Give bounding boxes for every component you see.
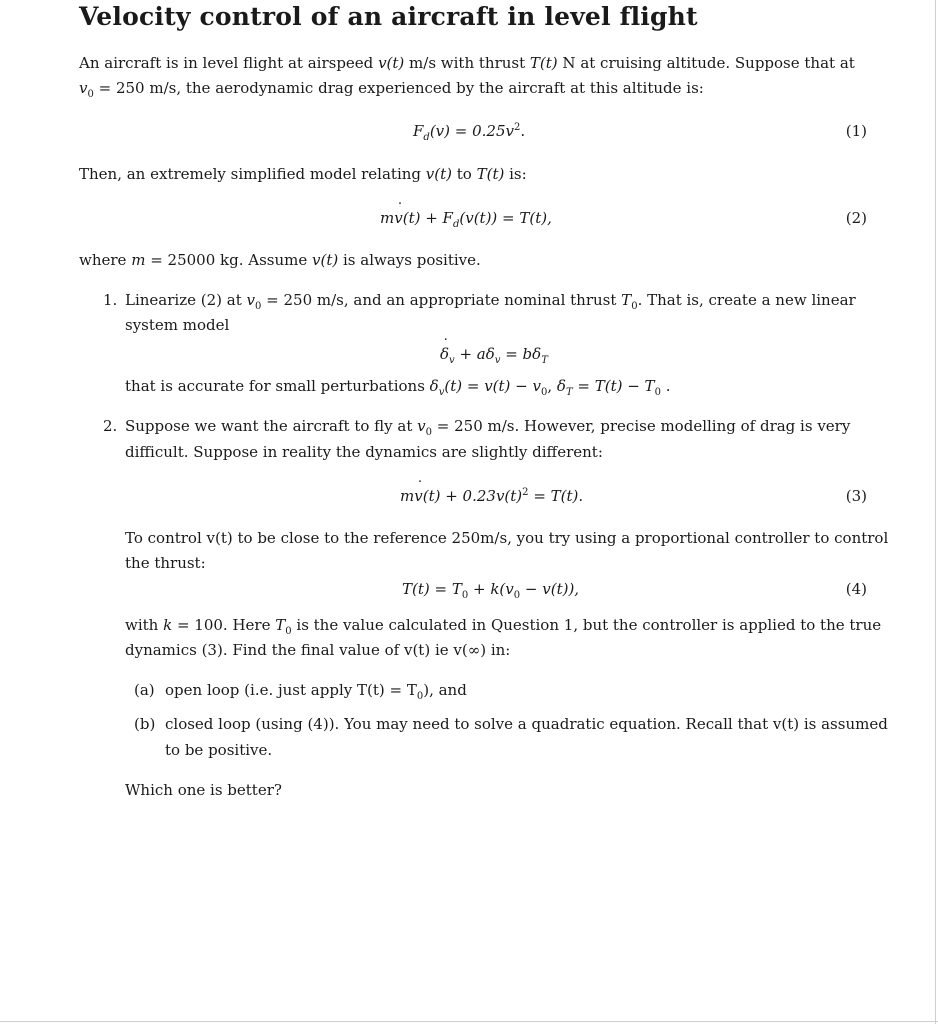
- question-2-line-1: Suppose we want the aircraft to fly at $v_0 = 250$ m/s. However, precise modelling of drag is very: [125, 417, 851, 438]
- equation-1: $F_d(v) = 0.25v^2$.: [413, 122, 526, 143]
- equation-1-number: (1): [845, 122, 867, 140]
- intro-line-1: An aircraft is in level flight at airspeed v(t) m/s with thrust T(t) N at cruising altitude. Suppose that at: [79, 54, 855, 72]
- question-2-number: 2.: [103, 417, 118, 435]
- subitem-b-line-1: closed loop (using (4)). You may need to solve a quadratic equation. Recall that v(t) is assumed: [165, 715, 888, 733]
- intro-line-2: $v_0 = 250$ m/s, the aerodynamic drag experienced by the aircraft at this altitude is:: [79, 79, 704, 100]
- question-1-line-2: system model: [125, 316, 230, 334]
- subitem-a-label: (a): [134, 681, 155, 699]
- equation-4: $T(t) = T_0 + k(v_0 - v(t))$,: [402, 580, 580, 601]
- question-1-line-1: Linearize (2) at $v_0 = 250$ m/s, and an appropriate nominal thrust $T_0$. That is, create a new linear: [125, 291, 856, 312]
- then-text: Then, an extremely simplified model relating v(t) to T(t) is:: [79, 165, 527, 183]
- where-text: where m = 25000 kg. Assume v(t) is always positive.: [79, 251, 481, 269]
- subitem-a-text: open loop (i.e. just apply $T(t) = T_0$), and: [165, 681, 467, 702]
- equation-2-number: (2): [845, 209, 867, 227]
- subitem-b-label: (b): [134, 715, 156, 733]
- question-1-line-3: that is accurate for small perturbations $\delta_v(t) = v(t) - v_0$, $\delta_T = T(t) - T_0$ .: [125, 377, 671, 398]
- question-2-line-2: difficult. Suppose in reality the dynamics are slightly different:: [125, 443, 603, 461]
- page-title: Velocity control of an aircraft in level flight: [79, 2, 698, 31]
- question-2-line-4: the thrust:: [125, 554, 206, 572]
- equation-2: m˙ $v(t) + F_d(v(t)) = T(t)$,: [380, 207, 552, 229]
- final-question: Which one is better?: [125, 781, 282, 799]
- page-border-right: [935, 0, 936, 1024]
- question-2-line-5: with k = 100. Here $T_0$ is the value calculated in Question 1, but the controller is applied to the true: [125, 616, 882, 637]
- linear-model-equation: ˙ $\delta_v + a\delta_v = b\delta_T$: [440, 343, 548, 365]
- equation-3-number: (3): [845, 487, 867, 505]
- subitem-b-line-2: to be positive.: [165, 741, 273, 759]
- page-border-bottom: [0, 1021, 938, 1022]
- question-2-line-6: dynamics (3). Find the final value of v(t) ie v(∞) in:: [125, 641, 511, 659]
- question-2-line-3: To control v(t) to be close to the reference 250m/s, you try using a proportional controller to control: [125, 529, 889, 547]
- equation-4-number: (4): [845, 580, 867, 598]
- equation-3: m˙ $v(t) + 0.23v(t)^2 = T(t)$.: [400, 485, 583, 507]
- question-1-number: 1.: [103, 291, 118, 309]
